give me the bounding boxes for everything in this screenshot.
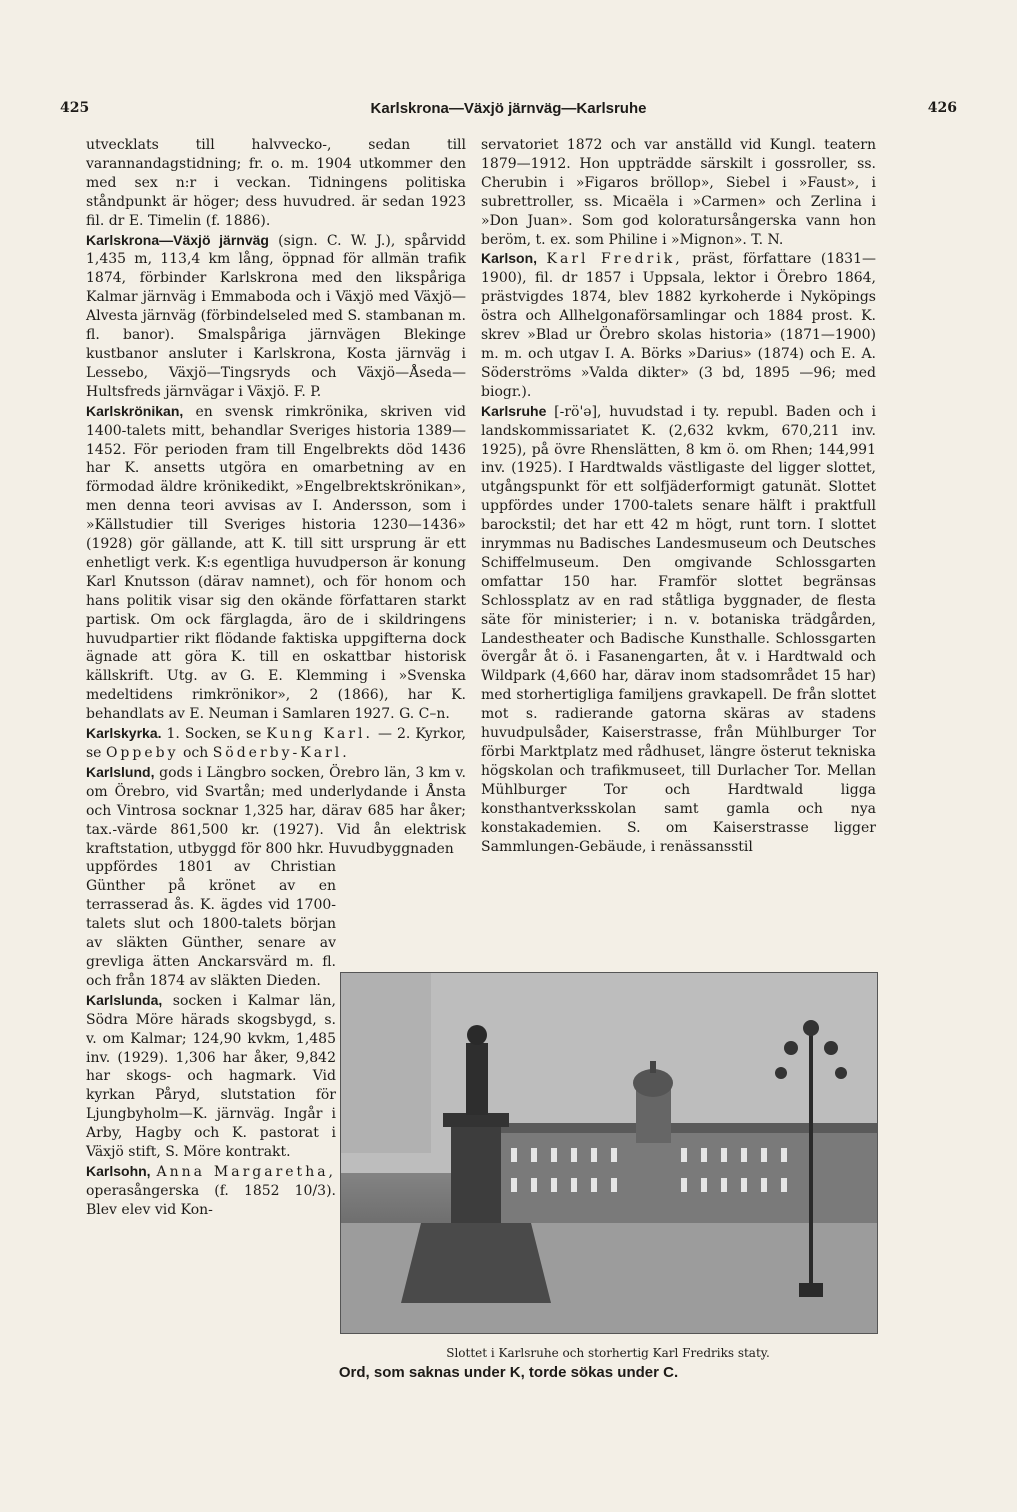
entry-head: Karlslunda,	[86, 991, 163, 1008]
entry-karlsruhe	[481, 402, 876, 857]
running-title: Karlskrona—Växjö järnväg—Karlsruhe	[370, 100, 647, 117]
entry-text: — 2. Kyrkor, se	[86, 726, 467, 761]
karlsruhe-castle-photo	[340, 972, 878, 1334]
entry-text: och	[182, 745, 209, 761]
entry-head: Karlsruhe	[481, 402, 547, 419]
entry-text: socken i Kalmar län, Södra Möre härads skogsbygd, s. v. om Kalmar; 124,90 kvkm, 1,485 inv. (1929). 1,306 har åker, 9,842 har skogs- och hagmark. Vid kyrkan Påryd, slutstation för Ljungbyholm—K. järnväg. Ingår i Arby, Hagby och K. pastorat i Växjö stift, S. Möre kontrakt.	[86, 992, 336, 1161]
entry-text: [-rö'ə], huvudstad i ty. republ. Baden och i landskommissariatet K. (2,632 kvkm, 670,211 inv. 1925), på övre Rhenslätten, 8 km ö. om Rhen; 144,991 inv. (1925). I Hardtwalds västligaste del ligger slottet, utgångspunkt för ett solfjäderformigt gatunät. Slottet uppfördes under 1700-talets senare hälft i praktfull barockstil; det har ett 42 m högt, runt torn. I slottet inrymmas nu Badisches Landesmuseum och Deutsches Schiffelmuseum. Den omgivande Schlossgarten omfattar 150 har. Framför slottet begränsas Schlossplatz av en rad ståtliga byggnader, de flesta säte för ministerier; i n. v. botaniska trädgården, Landestheater och Badische Kunsthalle. Schlossgarten övergår åt ö. i Fasanengarten, åt v. i Hardtwald och Wildpark (4,660 har, därav inom stadsområdet 15 har) med storhertigliga familjens gravkapell. De från slottet mot s. radierande gatorna skäras av stadens huvudpulsåder, Kaiserstrasse, från Mühlburger Tor förbi Marktplatz med rådhuset, längre österut tekniska högskolan och trafikmuseet, till Durlacher Tor. Mellan Mühlburger Tor och Hardtwald ligga konsthantverksskolan samt gamla och nya konstakademien. S. om Kaiserstrasse ligger Sammlungen-Gebäude, i renässansstil	[481, 403, 876, 855]
photo-caption: Slottet i Karlsruhe och storhertig Karl Fredriks staty.	[446, 1346, 770, 1360]
entry-text: en svensk rimkrönika, skriven vid 1400-talets mitt, behandlar Sveriges historia 1389—1452. För perioden fram till Engelbrekts död 1436 har K. ansetts utgöra en omarbetning av en förmodad äldre krönikedikt, »Engelbrektskrönikan», men denna teori avvisas av I. Andersson, som i »Källstudier till Sveriges historia 1230—1436» (1928) gör gällande, att K. till sitt ursprung är ett enhetligt verk. K:s egentliga huvudperson är konung Karl Knutsson (därav namnet), och för honom och hans politik visar sig den okände författaren starkt partisk. Om ock färglagda, äro de i skildringens huvudpartier rikt flödande faktiska uppgifterna dock ägnade att göra K. till en oskattbar historisk källskrift. Utg. av G. E. Klemming i »Svenska medeltidens rimkrönikor», 2 (1866), har K. behandlats av E. Neuman i Samlaren 1927. G. C–n.	[86, 403, 467, 723]
page-footer-note: Ord, som saknas under K, torde sökas under C.	[338, 1364, 679, 1381]
entry-karlson	[481, 249, 876, 401]
paragraph-continuation: utvecklats till halvvecko-, sedan till varannandagstidning; fr. o. m. 1904 utkommer den med sex n:r i veckan. Tidningens politiska ståndpunkt är höger; dess huvudred. är sedan 1923 fil. dr E. Timelin (f. 1886).	[86, 137, 466, 229]
paragraph-continuation: servatoriet 1872 och var anställd vid Kungl. teatern 1879—1912. Hon uppträdde särskilt i gossroller, ss. Cherubin i »Figaros bröllop», Siebel i »Faust», i subrettroller, ss. Micaëla i »Carmen» och Zerlina i »Don Juan». Som god koloratursångerska vann hon beröm, t. ex. som Philine i »Mignon». T. N.	[481, 137, 876, 248]
entry-head: Karlskrönikan,	[86, 402, 184, 419]
entry-text: (sign. C. W. J.), spårvidd 1,435 m, 113,4 km lång, öppnad för allmän trafik 1874, förbinder Karlskrona med den likspåriga Kalmar järnväg i Emmaboda och i Växjö med Växjö—Alvesta järnväg (förbindelseled med S. stambanan m. fl. banor). Smalspåriga järnvägen Blekinge kustbanor ansluter i Karlskrona, Kosta järnväg i Lessebo, Växjö—Tingsryds och Växjö—Åseda—Hultsfreds järnvägar i Växjö. F. P.	[86, 232, 467, 400]
ref-name: Oppeby	[105, 745, 179, 761]
entry-karlslunda	[86, 991, 336, 1162]
entry-karlskyrka	[86, 724, 466, 763]
entry-text: gods i Längbro socken, Örebro län, 3 km v. om Örebro, vid Svartån; med underlydande i Ånsta och Vintrosa socknar 1,325 har, därav 685 har åker; tax.-värde 861,500 kr. (1927). Vid ån elektrisk kraftstation, utbyggd för 800 hkr. Huvudbyggnaden	[86, 764, 466, 857]
ref-name: Söderby-Karl.	[212, 745, 350, 761]
entry-text: 1. Socken, se	[166, 726, 262, 743]
ref-name: Kung Karl.	[266, 726, 373, 743]
person-name: Karl Fredrik,	[546, 251, 683, 268]
entry-head: Karlslund,	[86, 763, 155, 780]
entry-head: Karlsohn,	[86, 1162, 151, 1179]
entry-head: Karlson,	[481, 250, 538, 267]
entry-karlsohn	[86, 1162, 336, 1220]
right-column	[481, 136, 876, 856]
entry-head: Karlskyrka.	[86, 725, 162, 742]
page-number-right: 426	[927, 100, 957, 116]
entry-text: präst, författare (1831—1900), fil. dr 1857 i Uppsala, lektor i Örebro 1864, prästvigdes 1874, blev 1882 kyrkoherde i Nyköpings östra och Allhelgonaförsamlingar och 1884 prost. K. skrev »Blad ur Örebro skolas historia» (1871—1900) m. m. och utgav I. A. Börks »Darius» (1874) och E. A. Söderströms »Valda dikter» (3 bd, 1895 —96; med biogr.).	[481, 251, 876, 400]
page-number-left: 425	[60, 100, 90, 116]
entry-text: operasångerska (f. 1852 10/3). Blev elev vid Kon-	[86, 1182, 336, 1218]
entry-karlskronikan	[86, 402, 466, 724]
entry-head: Karlskrona—Växjö järnväg	[86, 231, 269, 248]
person-name: Anna Margaretha,	[156, 1163, 337, 1180]
entry-karlslund	[86, 763, 466, 859]
entry-karlslund-cont: uppfördes 1801 av Christian Günther på krönet av en terrasserad ås. K. ägdes vid 1700-talets slut och 1800-talets början av släkten Günther, senare av grevliga ätten Anckarsvärd m. fl. och från 1874 av släkten Dieden.	[86, 859, 336, 989]
entry-karlskrona-vaxjo	[86, 231, 466, 402]
photo-illustration	[341, 973, 877, 1333]
narrow-block	[86, 858, 336, 1219]
